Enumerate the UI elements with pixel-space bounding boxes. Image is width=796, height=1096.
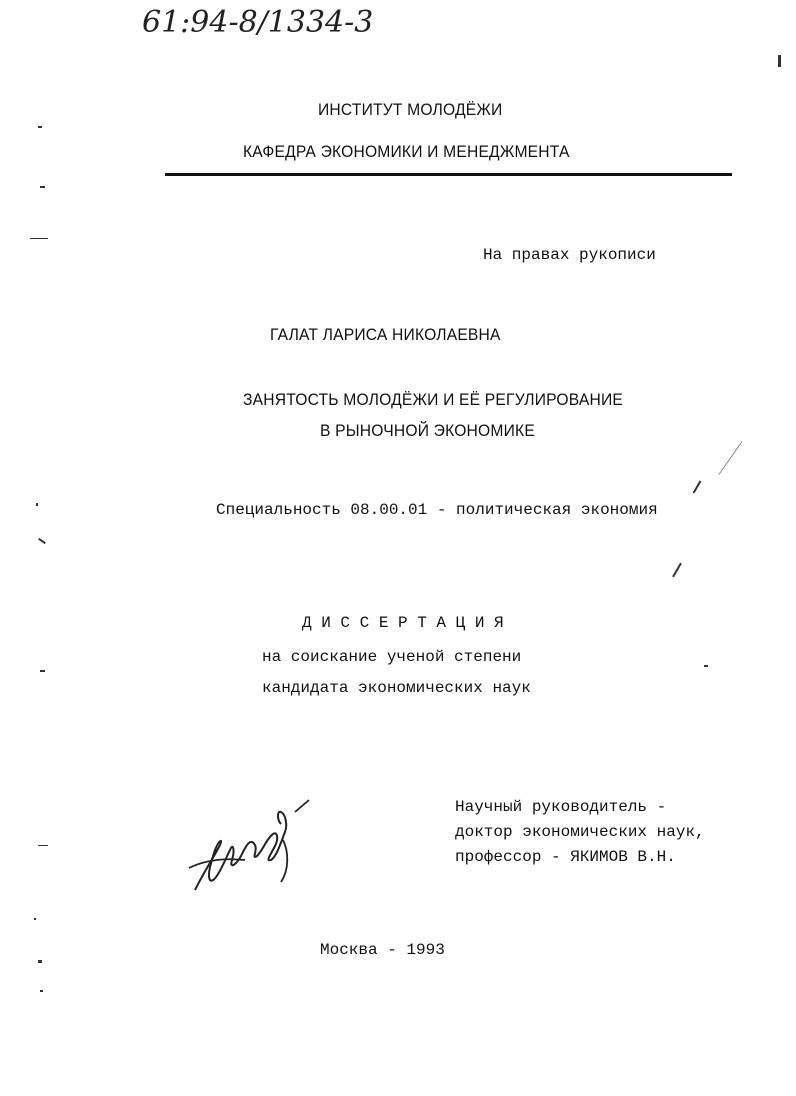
scan-mark — [704, 665, 708, 667]
thesis-title-line-2: В РЫНОЧНОЙ ЭКОНОМИКЕ — [320, 421, 535, 440]
department-name: КАФЕДРА ЭКОНОМИКИ И МЕНЕДЖМЕНТА — [243, 142, 570, 161]
supervisor-line-3: профессор - ЯКИМОВ В.Н. — [455, 848, 676, 866]
scan-mark — [38, 845, 48, 846]
header-divider — [165, 173, 732, 176]
scan-mark — [40, 670, 45, 672]
author-name: ГАЛАТ ЛАРИСА НИКОЛАЕВНА — [270, 325, 501, 344]
scan-mark — [34, 918, 36, 920]
scan-mark — [719, 441, 743, 474]
document-type: Д И С С Е Р Т А Ц И Я — [302, 614, 504, 632]
scan-mark — [40, 186, 45, 188]
scan-mark — [38, 126, 42, 128]
specialty: Специальность 08.00.01 - политическая экономия — [216, 501, 658, 519]
scan-mark — [36, 503, 38, 506]
scan-mark — [672, 563, 682, 578]
scan-mark — [38, 960, 42, 963]
archive-number-handwriting — [140, 4, 430, 40]
thesis-title-line-1: ЗАНЯТОСТЬ МОЛОДЁЖИ И ЕЁ РЕГУЛИРОВАНИЕ — [243, 390, 624, 409]
scan-mark — [40, 990, 43, 992]
scan-mark — [778, 55, 781, 67]
handwritten-signature — [185, 790, 315, 905]
scan-mark — [38, 538, 46, 544]
degree-line-1: на соискание ученой степени — [262, 648, 522, 666]
place-and-year: Москва - 1993 — [320, 941, 445, 959]
supervisor-line-2: доктор экономических наук, — [455, 823, 705, 841]
degree-line-2: кандидата экономических наук — [262, 679, 531, 697]
scan-mark — [693, 480, 702, 493]
manuscript-rights: На правах рукописи — [483, 246, 656, 264]
scan-mark — [30, 238, 48, 239]
supervisor-line-1: Научный руководитель - — [455, 798, 667, 816]
institution-name: ИНСТИТУТ МОЛОДЁЖИ — [318, 100, 503, 119]
svg-text:61:94-8/1334-3: 61:94-8/1334-3 — [142, 5, 374, 40]
